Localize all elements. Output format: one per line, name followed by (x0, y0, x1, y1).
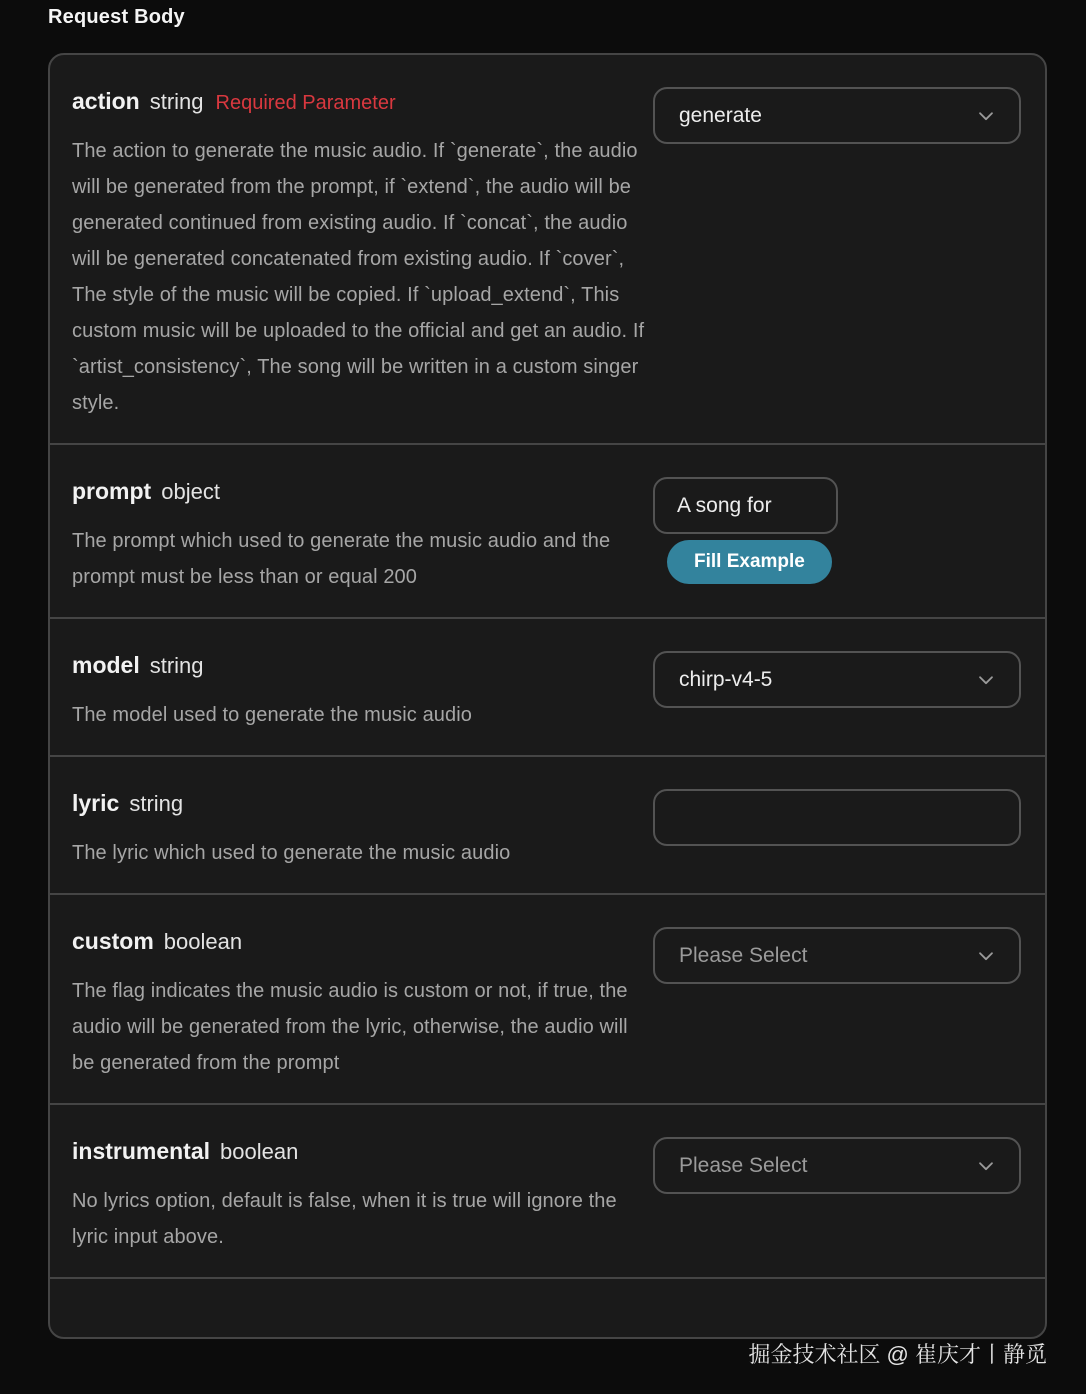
page-title: Request Body (48, 6, 185, 28)
param-control (653, 651, 1021, 733)
param-control (653, 1137, 1021, 1255)
param-name: action (72, 88, 140, 114)
param-description: The lyric which used to generate the music audio (72, 842, 511, 864)
param-description: The model used to generate the music audio (72, 704, 473, 726)
param-type: string (149, 653, 204, 678)
model-select[interactable] (653, 651, 1021, 708)
param-title (72, 651, 653, 683)
param-info (72, 1137, 653, 1255)
prompt-input[interactable] (653, 477, 838, 534)
param-title (72, 87, 653, 119)
lyric-input[interactable] (653, 789, 1021, 846)
select-value: Please Select (679, 943, 808, 967)
chevron-down-icon (975, 1155, 997, 1177)
param-info (72, 477, 653, 595)
param-description: No lyrics option, default is false, when it is true will ignore the lyric input above. (72, 1190, 617, 1248)
param-row-instrumental (50, 1103, 1045, 1277)
param-control (653, 927, 1021, 1081)
param-control (653, 789, 1021, 871)
param-description: The flag indicates the music audio is custom or not, if true, the audio will be generated from the lyric, otherwise, the audio will be generated from the prompt (72, 980, 628, 1074)
action-select[interactable] (653, 87, 1021, 144)
param-name: lyric (72, 790, 120, 816)
param-name: model (72, 652, 140, 678)
param-name: prompt (72, 478, 152, 504)
param-title (72, 1137, 653, 1169)
param-control (653, 477, 1021, 595)
next-row-partial (50, 1277, 1045, 1337)
select-value: chirp-v4-5 (679, 667, 773, 691)
select-value: Please Select (679, 1153, 808, 1177)
param-control (653, 87, 1021, 421)
param-title (72, 789, 653, 821)
param-description: The action to generate the music audio. If `generate`, the audio will be generated from the prompt, if `extend`, the audio will be generated continued from existing audio. If `concat`, the audio will be generated concatenated from existing audio. If `cover`, The style of the music will be copied. If `upload_extend`, This custom music will be uploaded to the official and get an audio. If `artist_consistency`, The song will be written in a custom singer style. (72, 140, 645, 414)
param-info (72, 789, 653, 871)
watermark: 掘金技术社区 @ 崔庆才丨静觅 (748, 1342, 1047, 1367)
required-badge: Required Parameter (215, 92, 396, 114)
param-type: object (161, 479, 220, 504)
param-description: The prompt which used to generate the music audio and the prompt must be less than or equal 200 (72, 530, 611, 588)
param-info (72, 651, 653, 733)
param-info (72, 87, 653, 421)
param-row-action (50, 55, 1045, 443)
instrumental-select[interactable] (653, 1137, 1021, 1194)
param-name: instrumental (72, 1138, 211, 1164)
param-type: boolean (163, 929, 243, 954)
param-type: boolean (220, 1139, 299, 1164)
chevron-down-icon (975, 945, 997, 967)
param-row-lyric (50, 755, 1045, 893)
param-info (72, 927, 653, 1081)
param-type: string (129, 791, 184, 816)
param-row-model (50, 617, 1045, 755)
fill-example-button[interactable]: Fill Example (667, 540, 832, 584)
param-title (72, 927, 653, 959)
custom-select[interactable] (653, 927, 1021, 984)
param-title (72, 477, 653, 509)
param-type: string (149, 89, 204, 114)
param-row-prompt (50, 443, 1045, 617)
param-row-custom (50, 893, 1045, 1103)
param-name: custom (72, 928, 154, 954)
request-body-card (48, 53, 1047, 1339)
select-value: generate (679, 103, 762, 127)
chevron-down-icon (975, 669, 997, 691)
chevron-down-icon (975, 105, 997, 127)
